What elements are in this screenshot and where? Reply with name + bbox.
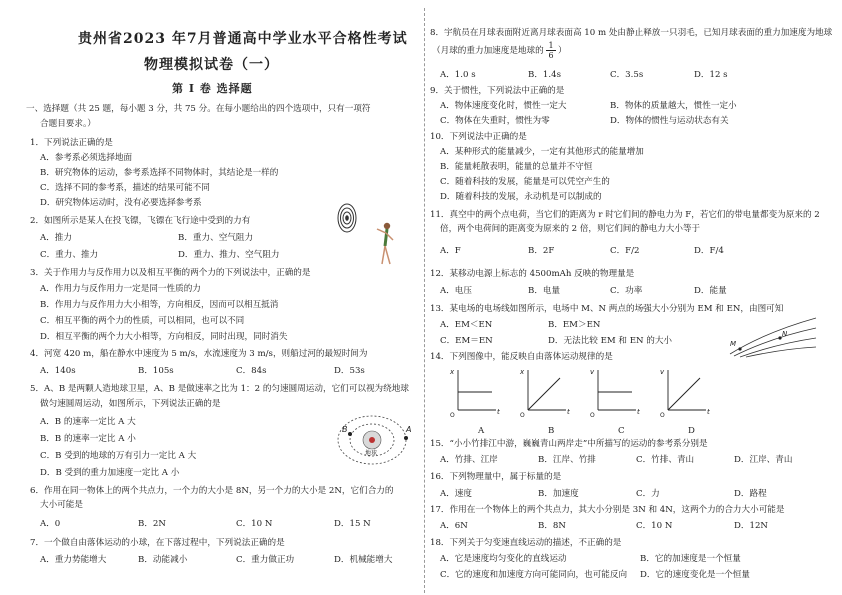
- q6-option-a[interactable]: A．0: [40, 519, 61, 529]
- exam-title: 贵州省2023 年7月普通高中学业水平合格性考试: [78, 31, 408, 47]
- q1-option-a[interactable]: A．参考系必须选择地面: [40, 153, 133, 163]
- point-m-label: M: [730, 340, 737, 348]
- satellite-b-label: B: [342, 425, 348, 434]
- q1-option-d[interactable]: D．研究物体运动时，没有必要选择参考系: [40, 198, 202, 208]
- motion-graphs: [440, 364, 740, 426]
- q11-option-b[interactable]: B．2F: [528, 246, 555, 256]
- q3-option-b[interactable]: B．作用力与反作用力大小相等，方向相反，因而可以相互抵消: [40, 300, 279, 310]
- q6-option-b[interactable]: B．2N: [138, 519, 166, 529]
- satellite-b-icon: [348, 432, 352, 436]
- graph-c-origin: O: [590, 412, 595, 419]
- q5-option-c[interactable]: C．B 受到的地球的万有引力一定比 A 大: [40, 451, 197, 461]
- q13-stem: 13．某电场的电场线如图所示，电场中 M、N 两点的场强大小分别为 EM 和 EN，由图可知: [430, 304, 784, 314]
- q1-stem: 1．下列说法正确的是: [30, 138, 113, 148]
- q3-option-c[interactable]: C．相互平衡的两个力的性质，可以相同，也可以不同: [40, 316, 245, 326]
- q10-option-d[interactable]: D．随着科技的发展，永动机是可以制成的: [440, 192, 602, 202]
- graph-d-x-label: t: [707, 408, 710, 416]
- q8-option-b[interactable]: B．1.4s: [528, 70, 561, 80]
- q1-option-b[interactable]: B．研究物体的运动，参考系选择不同物体时，其结论是一样的: [40, 168, 279, 178]
- q6-stem-line-2: 大小可能是: [40, 500, 83, 510]
- q16-option-a[interactable]: A．速度: [440, 489, 472, 499]
- q5-option-b[interactable]: B．B 的速率一定比 A 小: [40, 434, 136, 444]
- point-m-icon: [738, 347, 741, 350]
- graph-b-origin: O: [520, 412, 525, 419]
- q13-option-a[interactable]: A．EM＜EN: [440, 320, 493, 330]
- graph-a-origin: O: [450, 412, 455, 419]
- point-n-label: N: [782, 330, 788, 338]
- q14-stem: 14．下列图像中，能反映自由落体运动规律的是: [430, 352, 613, 362]
- q15-stem: 15．“小小竹排江中游，巍巍青山两岸走”中所描写的运动的参考系分别是: [430, 439, 708, 449]
- q11-option-d[interactable]: D．F/4: [694, 246, 724, 256]
- q12-stem: 12．某移动电源上标志的 4500mAh 反映的物理量是: [430, 269, 635, 279]
- q2-option-b[interactable]: B．重力、空气阻力: [178, 233, 254, 243]
- q11-option-a[interactable]: A．F: [440, 246, 461, 256]
- graph-b[interactable]: [519, 368, 570, 419]
- q4-option-b[interactable]: B．105s: [138, 366, 174, 376]
- q2-option-d[interactable]: D．重力、推力、空气阻力: [178, 250, 280, 260]
- q5-option-d[interactable]: D．B 受到的重力加速度一定比 A 小: [40, 468, 180, 478]
- q16-option-b[interactable]: B．加速度: [538, 489, 579, 499]
- q10-stem: 10．下列说法中正确的是: [430, 132, 527, 142]
- q8-option-c[interactable]: C．3.5s: [610, 70, 644, 80]
- exam-subtitle: 物理模拟试卷（一）: [144, 57, 279, 73]
- instructions-line-1: 一、选择题（共 25 题，每小题 3 分，共 75 分。在每小题给出的四个选项中，只有一项符: [26, 104, 371, 114]
- q13-option-c[interactable]: C．EM＝EN: [440, 336, 493, 346]
- q3-option-d[interactable]: D．相互平衡的两个力大小相等，方向相反，同时出现，同时消失: [40, 332, 288, 342]
- column-divider: [424, 8, 425, 593]
- graph-b-x-label: t: [567, 408, 570, 416]
- q14-option-b[interactable]: B: [548, 426, 555, 436]
- q16-option-d[interactable]: D．路程: [734, 489, 767, 499]
- q16-stem: 16．下列物理量中，属于标量的是: [430, 472, 562, 482]
- q4-option-a[interactable]: A．140s: [40, 366, 76, 376]
- thrower-person-icon: [377, 223, 393, 264]
- q17-option-c[interactable]: C．10 N: [636, 521, 673, 531]
- q5-stem-line-1: 5．A、B 是两颗人造地球卫星，A、B 是做速率之比为 1：2 的匀速圆周运动，它们可以视为绕地球: [30, 384, 409, 394]
- q9-option-a[interactable]: A．物体速度变化时，惯性一定大: [440, 101, 567, 111]
- q15-option-b[interactable]: B．江岸、竹排: [538, 455, 596, 465]
- q11-stem-line-2: 倍，两个电荷间的距离变为原来的 2 倍，则它们间的静电力大小等于: [440, 224, 701, 234]
- q18-option-d[interactable]: D．它的速度变化是一个恒量: [640, 570, 751, 580]
- q14-option-c[interactable]: C: [618, 426, 625, 436]
- q6-option-d[interactable]: D．15 N: [334, 519, 371, 529]
- q9-option-b[interactable]: B．物体的质量越大，惯性一定小: [610, 101, 737, 111]
- q5-option-a[interactable]: A．B 的速率一定比 A 大: [40, 417, 136, 427]
- q14-option-a[interactable]: A: [478, 426, 485, 436]
- q17-stem: 17．作用在一个物体上的两个共点力，其大小分别是 3N 和 4N，这两个力的合力大小可能是: [430, 505, 785, 515]
- q8-option-d[interactable]: D．12 s: [694, 70, 728, 80]
- dart-throw-figure: [325, 200, 405, 272]
- q8-fraction-denominator: 6: [546, 50, 556, 60]
- q8-option-a[interactable]: A．1.0 s: [440, 70, 476, 80]
- q10-option-a[interactable]: A．某种形式的能量减少，一定有其他形式的能量增加: [440, 147, 644, 157]
- q13-option-b[interactable]: B．EM＞EN: [548, 320, 601, 330]
- q1-option-c[interactable]: C．选择不同的参考系，描述的结果可能不同: [40, 183, 210, 193]
- q7-option-d[interactable]: D．机械能增大: [334, 555, 393, 565]
- electric-field-figure: [726, 316, 820, 358]
- q2-stem: 2．如图所示是某人在投飞镖，飞镖在飞行途中受到的力有: [30, 216, 251, 226]
- q16-option-c[interactable]: C．力: [636, 489, 660, 499]
- dartboard-icon: [338, 204, 356, 232]
- q13-option-d[interactable]: D．无法比较 EM 和 EN 的大小: [548, 336, 673, 346]
- earth-label: 地球: [365, 450, 378, 457]
- q7-option-c[interactable]: C．重力做正功: [236, 555, 295, 565]
- q17-option-d[interactable]: D．12N: [734, 521, 768, 531]
- q17-option-b[interactable]: B．8N: [538, 521, 566, 531]
- q2-option-a[interactable]: A．推力: [40, 233, 72, 243]
- graph-c-y-label: v: [590, 368, 595, 376]
- satellite-a-icon: [404, 436, 408, 440]
- q4-stem: 4．河宽 420 m，船在静水中速度为 5 m/s，水流速度为 3 m/s，则船过河的最短时间为: [30, 349, 368, 359]
- q4-option-c[interactable]: C．84s: [236, 366, 267, 376]
- graph-d-y-label: v: [660, 368, 665, 376]
- q3-option-a[interactable]: A．作用力与反作用力一定是同一性质的力: [40, 284, 201, 294]
- q7-option-b[interactable]: B．动能减小: [138, 555, 188, 565]
- exam-page: 贵州省2023 年7月普通高中学业水平合格性考试 物理模拟试卷（一） 第 I 卷 选择题 一、选择题（共 25 题，每小题 3 分，共 75 分。在每小题给出的四个选项中，只有一项符 合题目要求。） 1．下列说法正确的是 A．参考系必须选择地面 B．研究物体的运动，参考系选择不同物体时，其结论是一样的 C．选择不同的参考系，描述的结果可能不同 D．研究物体运动时，没有必要选择参考系 2．如图所示是某人在投飞镖，飞镖在飞行途中受到的力有 A．推力 B．重力、空气阻力 C．重力、推力 D．重力、推力、空气阻力 3．关于作用力与反作用力以及相互平衡的两个力的下列说法中，正确的是 A．作用力与反作用力一定是同一性质的力 B．作用力与反作用力大小相等，方向相反，因而可以相互抵消 C．相互平衡的两个力的性质，可以相同，也可以不同 D．相互平衡的两个力大小相等，方向相反，同时出现，同时消失 4．河宽 420 m，船在静水中速度为 5 m/s，水流速度为 3 m/s，则船过河的最短时间为 A．140s B．105s C．84s D．53s 5．A、B 是两颗人造地球卫星，A、B 是做速率之比为 1：2 的匀速圆周运动，它们可以视为绕地球 做匀速圆周运动，如图所示，下列说法正确的是 A．B 的速率一定比 A 大 B．B 的速率一定比 A 小 C．B 受到的地球的万有引力一定比 A 大 D．B 受到的重力加速度一定比 A 小 地球 B A 6．作用在同一物体上的两个共点力，一个力的大小是 8N，另一个力的大小是 2N，它们合力的 大小可能是 A．0 B．2N C．10 N D．15 N 7．一个做自由落体运动的小球，在下落过程中，下列说法正确的是 A．重力势能增大 B．动能减小 C．重力做正功 D．机械能增大 8．宇航员在月球表面附近离月球表面高 10 m 处由静止释放一只羽毛，已知月球表面的重力加速度为地球 （月球的重力加速度是地球的 $\frac{1}{6}$ ） A．1.0 s B．1.4s C．3.5s D．12 s 9．关于惯性，下列说法中正确的是 A．物体速度变化时，惯性一定大 B．物体的质量越大，惯性一定小 C．物体在失重时，惯性为零 D．物体的惯性与运动状态有关 10．下列说法中正确的是 A．某种形式的能量减少，一定有其他形式的能量增加 B．能量耗散表明，能量的总量并不守恒 C．随着科技的发展，能量是可以凭空产生的 D．随着科技的发展，永动机是可以制成的 11．真空中的两个点电荷，当它们的距离为 r 时它们间的静电力为 F，若它们的带电量都变为原来的 2 倍，两个电荷间的距离变为原来的 2 倍，则它们间的静电力大小等于 A．F B．2F C．F/2 D．F/4 12．某移动电源上标志的 4500mAh 反映的物理量是 A．电压 B．电量 C．功率 D．能量 13．某电场的电场线如图所示，电场中 M、N 两点的场强大小分别为 EM 和 EN，由图可知 A．EM＜EN B．EM＞EN C．EM＝EN D．无法比较 EM 和 EN 的大小 M N 14．下列图像中，能反映自由落体运动规律的是 x t O x t O v t O v t O A B C D 15．“小小竹排江中游，巍巍青山两岸走”中所描写的运动的参考系分别是 A．竹排、江岸 B．江岸、竹排 C．竹排、青山 D．江岸、青山 16．下列物理量中，属于标量的是 A．速度 B．加速度 C．力 D．路程 17．作用在一个物体上的两个共点力，其大小分别是 3N 和 4N，这两个力的合力大小可能是 A．6N B．8N C．10 N D．12N 18．下列关于匀变速直线运动的描述，不正确的是 A．它是速度均匀变化的直线运动 B．它的加速度是一个恒量 C．它的速度和加速度方向可能同向，也可能反向 D．它的速度变化是一个恒量: [0, 0, 842, 595]
- q17-option-a[interactable]: A．6N: [440, 521, 468, 531]
- q7-stem: 7．一个做自由落体运动的小球，在下落过程中，下列说法正确的是: [30, 538, 285, 548]
- q12-option-d[interactable]: D．能量: [694, 286, 727, 296]
- q8-fraction: [546, 41, 556, 60]
- instructions-line-2: 合题目要求。）: [40, 119, 96, 129]
- satellite-a-label: A: [406, 425, 412, 434]
- q8-fraction-numerator: 1: [548, 41, 554, 50]
- q11-option-c[interactable]: C．F/2: [610, 246, 640, 256]
- q10-option-c[interactable]: C．随着科技的发展，能量是可以凭空产生的: [440, 177, 610, 187]
- q9-option-d[interactable]: D．物体的惯性与运动状态有关: [610, 116, 729, 126]
- q14-option-d[interactable]: D: [688, 426, 695, 436]
- q4-option-d[interactable]: D．53s: [334, 366, 365, 376]
- q12-option-a[interactable]: A．电压: [440, 286, 472, 296]
- q10-option-b[interactable]: B．能量耗散表明，能量的总量并不守恒: [440, 162, 593, 172]
- q18-option-b[interactable]: B．它的加速度是一个恒量: [640, 554, 741, 564]
- q9-stem: 9．关于惯性，下列说法中正确的是: [430, 86, 565, 96]
- section-heading: 第 I 卷 选择题: [172, 82, 253, 95]
- q3-stem: 3．关于作用力与反作用力以及相互平衡的两个力的下列说法中，正确的是: [30, 268, 311, 278]
- graph-a-y-label: x: [450, 368, 455, 376]
- q7-option-a[interactable]: A．重力势能增大: [40, 555, 107, 565]
- q18-option-c[interactable]: C．它的速度和加速度方向可能同向，也可能反向: [440, 570, 628, 580]
- graph-d-origin: O: [660, 412, 665, 419]
- q15-option-d[interactable]: D．江岸、青山: [734, 455, 793, 465]
- q15-option-c[interactable]: C．竹排、青山: [636, 455, 695, 465]
- q8-stem-line-1: 8．宇航员在月球表面附近离月球表面高 10 m 处由静止释放一只羽毛，已知月球表面的重力加速度为地球: [430, 28, 833, 38]
- q15-option-a[interactable]: A．竹排、江岸: [440, 455, 498, 465]
- q8-stem-line-2: （月球的重力加速度是地球的: [432, 46, 544, 56]
- q9-option-c[interactable]: C．物体在失重时，惯性为零: [440, 116, 550, 126]
- satellite-orbit-figure: [336, 412, 412, 468]
- q12-option-c[interactable]: C．功率: [610, 286, 643, 296]
- q6-option-c[interactable]: C．10 N: [236, 519, 273, 529]
- q18-stem: 18．下列关于匀变速直线运动的描述，不正确的是: [430, 538, 622, 548]
- q11-stem-line-1: 11．真空中的两个点电荷，当它们的距离为 r 时它们间的静电力为 F，若它们的带电量都变为原来的 2: [430, 210, 820, 220]
- graph-c[interactable]: [590, 368, 640, 419]
- q5-stem-line-2: 做匀速圆周运动，如图所示，下列说法正确的是: [40, 399, 221, 409]
- graph-d[interactable]: [660, 368, 710, 419]
- q12-option-b[interactable]: B．电量: [528, 286, 561, 296]
- graph-b-y-label: x: [520, 368, 525, 376]
- q18-option-a[interactable]: A．它是速度均匀变化的直线运动: [440, 554, 567, 564]
- graph-a[interactable]: [449, 368, 500, 419]
- graph-a-x-label: t: [497, 408, 500, 416]
- q2-option-c[interactable]: C．重力、推力: [40, 250, 99, 260]
- q6-stem-line-1: 6．作用在同一物体上的两个共点力，一个力的大小是 8N，另一个力的大小是 2N，它们合力的: [30, 486, 394, 496]
- graph-c-x-label: t: [637, 408, 640, 416]
